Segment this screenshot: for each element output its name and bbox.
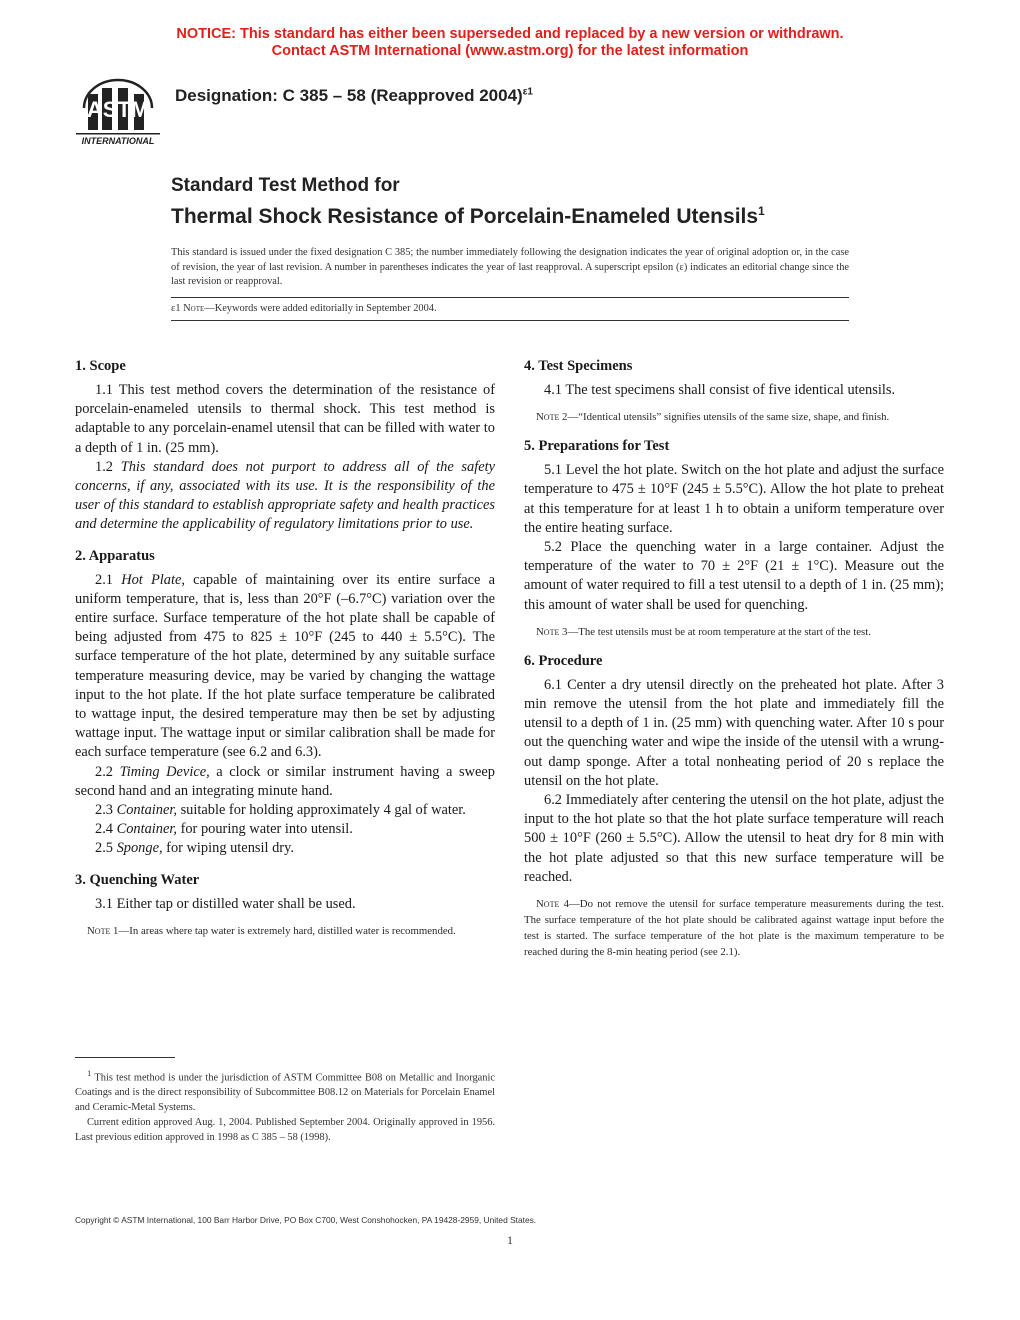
notice-line-2: Contact ASTM International (www.astm.org) for the latest information <box>271 43 749 59</box>
note-text: 1—In areas where tap water is extremely hard, distilled water is recommended. <box>110 924 456 937</box>
footnote-rule <box>75 1057 175 1058</box>
note <box>75 923 495 939</box>
para-text: for wiping utensil dry. <box>162 840 294 857</box>
right-column <box>524 357 944 972</box>
note-text: 2—“Identical utensils” signifies utensils of the same size, shape, and finish. <box>559 411 890 424</box>
paragraph <box>75 801 495 820</box>
para-text: a clock or similar instrument having a sweep second hand and an integrating minute hand. <box>75 763 495 799</box>
section-quenching-water <box>75 871 495 939</box>
footnote-text: This test method is under the jurisdiction of ASTM Committee B08 on Metallic and Inorganic Coatings and is the direct responsibility of Subcommittee B08.12 on Materials for Porcelain Enamel and Ceramic-Metal Systems. <box>75 1072 495 1114</box>
term: Timing Device, <box>119 763 210 780</box>
para-number: 2.4 <box>95 821 117 838</box>
para-number: 1.2 <box>95 458 121 475</box>
para-number: 2.5 <box>95 840 117 857</box>
astm-logo <box>74 78 162 148</box>
footnote-para <box>75 1066 495 1116</box>
paragraph: 6.2 Immediately after centering the utensil on the hot plate, adjust the input to the hot plate so that the hot plate surface temperature will reach 500 ± 10°F (260 ± 5.5°C). Allow the utensil to heat dry for 8 min with the hot plate adjusted so that this new surface temperature will be reached. <box>524 792 945 885</box>
para-text: suitable for holding approximately 4 gal of water. <box>176 802 466 819</box>
term: Container, <box>116 802 177 819</box>
paragraph: 3.1 Either tap or distilled water shall be used. <box>95 895 356 912</box>
page-number: 1 <box>507 1233 513 1247</box>
paragraph <box>75 763 495 801</box>
logo-text: ASTM <box>86 97 150 122</box>
section-test-specimens <box>524 357 944 425</box>
section-heading: 6. Procedure <box>524 652 603 669</box>
notice-line-1: NOTICE: This standard has either been superseded and replaced by a new version or withdrawn. <box>176 26 844 42</box>
paragraph: 1.1 This test method covers the determination of the resistance of porcelain-enameled utensils to thermal shock. This test method is adaptable to any porcelain-enamel utensil that can be filled with water to a depth of 1 in. (25 mm). <box>75 382 495 456</box>
withdrawal-notice <box>0 26 1020 60</box>
section-heading: 4. Test Specimens <box>524 358 633 374</box>
section-heading: 3. Quenching Water <box>75 871 200 888</box>
note-label: Note <box>536 411 560 424</box>
paragraph <box>75 571 495 763</box>
para-text: capable of maintaining over its entire surface a uniform temperature, that is, less than 20°F (–6.7°C) variation over the entire surface. Surface temperature of the hot plate shall be capable of being adjusted from 475 to 825 ± 10°F (245 to 440 ± 5.5°C). The surface temperature of the hot plate, determined by any suitable surface temperature measuring device, may be varied by changing the wattage input to the hot plate. If the hot plate surface temperature be calibrated to wattage input, the desired temperature may then be set by adjusting wattage input. The wattage input or similar calibration shall be made for each surface temperature (see 6.2 and 6.3). <box>75 571 495 761</box>
paragraph <box>75 839 495 858</box>
footnote <box>75 1066 495 1145</box>
rule-top <box>171 297 849 298</box>
section-preparations <box>524 437 944 640</box>
paragraph <box>75 820 495 839</box>
para-number: 2.2 <box>95 763 120 780</box>
para-text: for pouring water into utensil. <box>176 821 353 838</box>
paragraph: 5.2 Place the quenching water in a large container. Adjust the temperature of the water to 70 ± 2°F (21 ± 1°C). Measure out the amount of water required to fill a test utensil to a depth of 1 in. (25 mm); this amount of water shall be used for quenching. <box>524 539 944 613</box>
designation-text: Designation: C 385 – 58 (Reapproved 2004) <box>175 86 523 105</box>
title-line-1: Standard Test Method for <box>171 175 400 196</box>
document-title <box>171 174 765 230</box>
paragraph: 6.1 Center a dry utensil directly on the preheated hot plate. After 3 min remove the utensil from the hot plate and immediately fill the utensil to a depth of 1 in. (25 mm) with quenching water. After 10 s pour out the quenching water and wipe the inside of the utensil with a wrung-out damp sponge. After a total nonheating period of 20 s replace the utensil on the hot plate. <box>524 676 944 789</box>
rule-bottom <box>171 320 849 321</box>
note-text: 4—Do not remove the utensil for surface temperature measurements during the test. The surface temperature of the hot plate should be calibrated against wattage input before the test is started. The surface temperature of the hot plate is the maximum temperature to be reached during the 8-min heating period (see 2.1). <box>524 898 944 959</box>
note-label: Note <box>536 625 560 638</box>
footnote-para: Current edition approved Aug. 1, 2004. Published September 2004. Originally approved in 1956. Last previous edition approved in 1998 as C 385 – 58 (1998). <box>75 1116 495 1143</box>
section-heading: 1. Scope <box>75 358 126 374</box>
epsilon-note <box>171 303 437 314</box>
note <box>524 624 944 640</box>
paragraph: 5.1 Level the hot plate. Switch on the hot plate and adjust the surface temperature to 475 ± 10°F (245 ± 5.5°C). Allow the hot plate to preheat at this temperature for at least 1 h to obtain a uniform temperature over the entire heating surface. <box>524 462 944 536</box>
para-number: 2.1 <box>95 571 122 588</box>
designation-sup: ε1 <box>522 86 533 98</box>
para-number: 2.3 <box>95 802 117 819</box>
note <box>524 896 944 960</box>
section-scope <box>75 357 495 535</box>
section-heading: 5. Preparations for Test <box>524 438 670 455</box>
epsilon-mark: ε1 <box>171 303 181 314</box>
term: Sponge, <box>116 840 163 857</box>
section-heading: 2. Apparatus <box>75 547 155 564</box>
left-column <box>75 357 495 951</box>
title-footnote-mark: 1 <box>758 204 765 218</box>
title-line-2: Thermal Shock Resistance of Porcelain-Enameled Utensils <box>171 205 759 228</box>
note-label: Note <box>536 898 560 911</box>
designation <box>175 86 533 106</box>
paragraph <box>75 458 495 535</box>
term: Container, <box>116 821 177 838</box>
note <box>524 409 944 425</box>
issuance-statement: This standard is issued under the fixed designation C 385; the number immediately following the designation indicates the year of original adoption or, in the case of revision, the year of last revision. A number in parentheses indicates the year of last reapproval. A superscript epsilon (ε) indicates an editorial change since the last revision or reapproval. <box>171 247 849 288</box>
epsilon-note-text: —Keywords were added editorially in September 2004. <box>204 303 437 314</box>
paragraph: 4.1 The test specimens shall consist of five identical utensils. <box>544 382 896 398</box>
note-label: Note <box>87 924 111 937</box>
copyright: Copyright © ASTM International, 100 Barr Harbor Drive, PO Box C700, West Conshohocken, PA 19428-2959, United States. <box>75 1215 537 1225</box>
safety-statement: This standard does not purport to address all of the safety concerns, if any, associated with its use. It is the responsibility of the user of this standard to establish appropriate safety and health practices and determine the applicability of regulatory limitations prior to use. <box>75 458 495 533</box>
note-text: 3—The test utensils must be at room temperature at the start of the test. <box>559 625 871 638</box>
logo-subtext: INTERNATIONAL <box>81 136 155 146</box>
section-apparatus <box>75 547 495 859</box>
term: Hot Plate, <box>121 571 185 588</box>
footnote-mark: 1 <box>87 1068 92 1078</box>
section-procedure <box>524 652 944 960</box>
epsilon-note-label: Note <box>183 303 205 314</box>
